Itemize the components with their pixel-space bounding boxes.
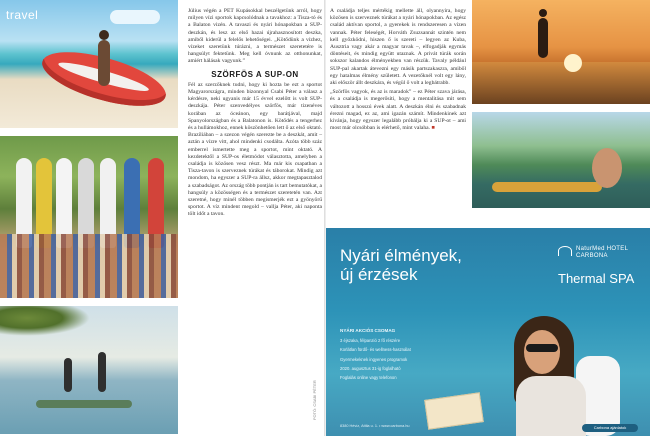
quote-text: „Szörfös vagyok, és az is maradok” – ez Péter szava járása, és a családja is megerősíti, hogy a mentalitása mit sem változott a hosszú évek alatt. A deszkán élni és szabadnak érezni magad, ez az, ami igazán számít. Mindenkinek azt kívánja, hogy egyszer legalább próbálja ki a SUP-ot – ami most már olcsóbban is elérhető, mint valaha.: [330, 89, 466, 132]
sup-board: [36, 400, 132, 408]
ad-title: [340, 246, 462, 284]
logo-arch-icon: [558, 246, 572, 256]
lake-couple-photo: [0, 306, 178, 434]
body-paragraph: Fél az szerzőknek tudni, hogy ki hozta be ezt a sportot Magyarországra, minden bizonnyal Csabi Péter a válasz a kérdésre, neki ugyanis már 15 évvel ezelőtt is volt SUP-deszkája. Péter szenvedélyes szörfös, már tizenéves korában az óceánon, egy barátjával, majd Spanyolországban és a Balatonon is. Kötődés a tengerhez és a hullámokhoz, ennek köszönhetően lett ő az első oktató. Brazíliában – a szezon végén szerezte be a deszkát, amit – aztán a vízre vitt, ahol mindenki csodálta. Azóta több száz emberrel ismertette meg a sportot, mint oktató. A kezdetektől a SUP-os életmódot választotta, amelyben a családja is közösen vesz részt. Ma már kis csapatban a Tisza-tavon is szerveznek túrákat és táborokat. Mindig azt mondom, ha egyszer a SUP-ra állsz, akkor megtapasztalod a szabadságot. Az ország több pontján is tart bemutatókat, a hangsúly a közösségen és a természet szeretetén van. Azt szeretné, hogy minél többen megismerjék ezt a gyönyörű sportot. A víz mindent megold – vallja Péter, aki naponta tölt időt a tavon.: [188, 81, 322, 218]
offer-subheading: NYÁRI AKCIÓS CSOMAG: [340, 328, 396, 333]
person-figure: [98, 352, 106, 392]
person-figure: [64, 358, 72, 392]
kayak-shape: [492, 182, 602, 192]
offer-item: 3 éjszaka, félpanzió 2 fő részére: [340, 338, 401, 344]
section-label: travel: [6, 8, 39, 22]
intro-paragraph: Július végén a PET Kupásokkal beszélgetünk arról, hogy milyen vízi sportok kapcsolódnak a tavakhoz: a Tisza-tó és a Balaton vizén. A tavaszi és nyári hónapokban a SUP-deszkán, és lesz az első hazai újrahasznosított deszka, amiből kiderül a felelős lehetőségei. „Kötődünk a vízhez, vízeket szeretünk túrázni, a természet szeretetére is hangsúlyt fektetünk. Meg kell óvnunk az otthonunkat, amiért hálásak vagyunk.”: [188, 8, 322, 65]
river-kayak-photo: [472, 112, 650, 208]
photo-credit: FOTÓ: CSABI PÉTER: [312, 380, 317, 420]
offer-item: Gyermekeknek ingyenes programok: [340, 356, 408, 362]
woman-illustration: [496, 316, 616, 436]
quote-paragraph: [330, 89, 466, 132]
person-face: [592, 148, 622, 188]
sunset-paddler-photo: [472, 0, 650, 104]
offer-item: Foglalás online vagy telefonon: [340, 375, 397, 381]
people-group: [0, 234, 178, 298]
person-figure: [98, 40, 110, 86]
article-column-2: [330, 8, 466, 132]
group-boards-photo: [0, 136, 178, 298]
paddler-silhouette: [538, 18, 548, 58]
cloud-shape: [110, 10, 160, 24]
tree-branch: [0, 306, 90, 336]
hotel-advertisement[interactable]: [326, 228, 650, 436]
water-surface: [472, 62, 650, 104]
sunglasses-icon: [526, 344, 558, 352]
face-shape: [524, 330, 560, 374]
body-shape: [516, 376, 586, 436]
ad-contact: 8380 Hévíz, Attila u. 1. • www.carbona.hu: [340, 424, 410, 428]
section-heading: SZÖRFÖS A SUP-ON: [211, 69, 299, 79]
magazine-prop: [424, 392, 484, 430]
end-mark: ■: [431, 125, 435, 132]
article-column-1: [188, 8, 322, 219]
logo-spa: Thermal SPA: [558, 271, 635, 286]
offer-item: 2020. augusztus 31-ig foglalható: [340, 365, 401, 371]
body-paragraph: A családja teljes mértékig mellette áll, olyannyira, hogy közösen is szerveznek túrákat a nyári hónapokban. Az egész család aktívan sportol, a gyerekek is rendszeresen a vízen vannak. Péter feleségét, Horváth Zsuzsannát szintén nem kell győzködni, hiszen ő is szereti – legyen az Kuba, Ausztria vagy akár a magyar tavak –, elfogadják egymás döntéseit, és mindig együtt utaznak. A privát túrák során sokszor kalandos élményekben van részük. Tavaly például SUP-pal akartak átevezni egy másik partszakaszra, amiből egy hatalmas élmény született. A vezetőknél volt egy lány, aki először állt deszkára, és végül ő volt a legbátrabb.: [330, 8, 466, 87]
beach-sup-photo: [0, 0, 178, 128]
hotel-logo: [558, 246, 642, 286]
sun-shape: [564, 54, 582, 72]
offer-list: [340, 328, 450, 384]
ad-title-line: Nyári élmények,: [340, 246, 462, 265]
ad-title-line: új érzések: [340, 265, 418, 284]
logo-name: NaturMed HOTEL CARBONA: [576, 246, 628, 259]
offers-badge[interactable]: Carbona ajánlatok: [582, 424, 638, 432]
offer-item: Korlátlan fürdő- és wellness-használat: [340, 347, 411, 353]
